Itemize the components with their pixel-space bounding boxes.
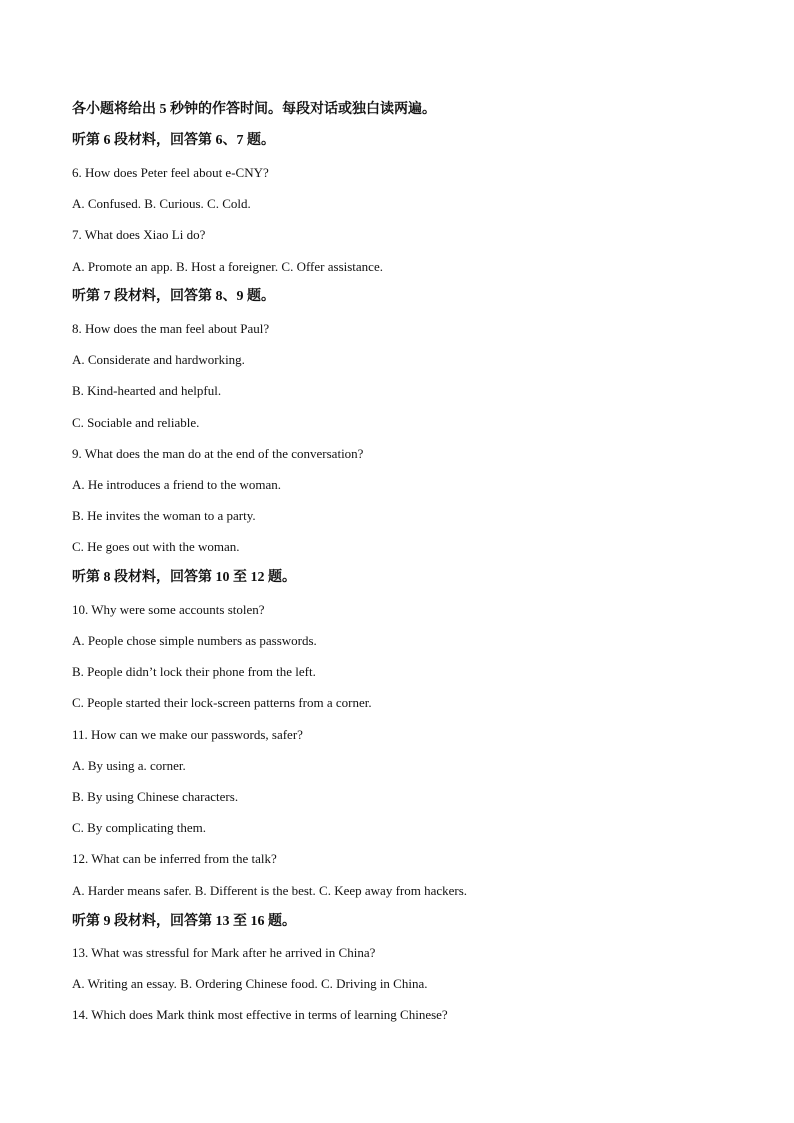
option-8a: A. Considerate and hardworking. [72, 352, 245, 367]
options-13: A. Writing an essay. B. Ordering Chinese food. C. Driving in China. [72, 976, 428, 991]
option-8b: B. Kind-hearted and helpful. [72, 383, 222, 398]
question-7: 7. What does Xiao Li do? [72, 227, 206, 242]
section-heading-8: 听第 8 段材料，回答第 10 至 12 题。 [72, 570, 296, 585]
option-9a: A. He introduces a friend to the woman. [72, 477, 282, 492]
option-8c: C. Sociable and reliable. [72, 415, 200, 430]
option-10c: C. People started their lock-screen patterns from a corner. [72, 695, 372, 710]
question-9: 9. What does the man do at the end of the conversation? [72, 446, 364, 461]
option-10b: B. People didn’t lock their phone from the left. [72, 664, 316, 679]
question-10: 10. Why were some accounts stolen? [72, 602, 265, 617]
options-6: A. Confused. B. Curious. C. Cold. [72, 196, 251, 211]
option-11a: A. By using a. corner. [72, 758, 186, 773]
question-14: 14. Which does Mark think most effective in terms of learning Chinese? [72, 1007, 448, 1022]
question-12: 12. What can be inferred from the talk? [72, 851, 277, 866]
section-heading-7: 听第 7 段材料，回答第 8、9 题。 [72, 289, 275, 304]
option-11c: C. By complicating them. [72, 820, 206, 835]
option-9c: C. He goes out with the woman. [72, 539, 240, 554]
question-11: 11. How can we make our passwords, safer? [72, 727, 303, 742]
question-13: 13. What was stressful for Mark after he arrived in China? [72, 945, 376, 960]
option-11b: B. By using Chinese characters. [72, 789, 239, 804]
options-12: A. Harder means safer. B. Different is the best. C. Keep away from hackers. [72, 883, 468, 898]
options-7: A. Promote an app. B. Host a foreigner. C. Offer assistance. [72, 259, 383, 274]
question-8: 8. How does the man feel about Paul? [72, 321, 270, 336]
section-heading-9: 听第 9 段材料，回答第 13 至 16 题。 [72, 914, 296, 929]
section-heading-6: 听第 6 段材料，回答第 6、7 题。 [72, 133, 275, 148]
option-9b: B. He invites the woman to a party. [72, 508, 256, 523]
option-10a: A. People chose simple numbers as passwords. [72, 633, 317, 648]
section-instruction: 各小题将给出 5 秒钟的作答时间。每段对话或独白读两遍。 [72, 102, 436, 117]
question-6: 6. How does Peter feel about e-CNY? [72, 165, 269, 180]
